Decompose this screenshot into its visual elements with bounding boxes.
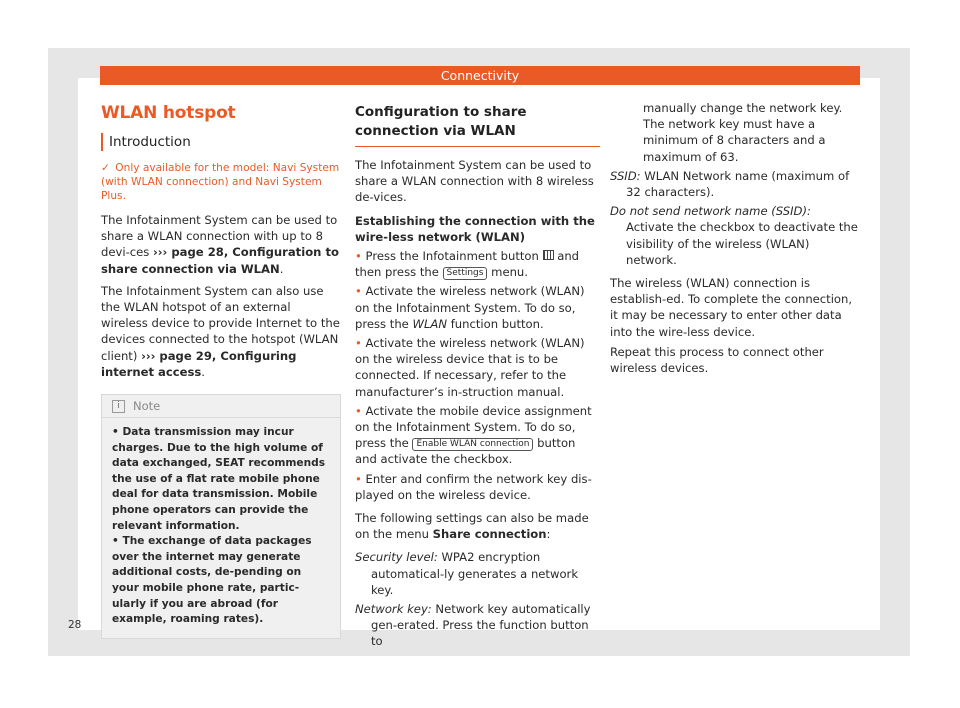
note-box: [101, 394, 341, 639]
paragraph: The Infotainment System can be used to share a WLAN connection with 8 wireless de-vices.: [355, 158, 594, 205]
enable-wlan-connection-button[interactable]: Enable WLAN connection: [412, 438, 533, 451]
page-title: WLAN hotspot: [101, 103, 236, 123]
note-body: [102, 418, 340, 638]
apps-grid-icon: [543, 250, 554, 260]
note-item: • Data transmission may incur charges. Due to the high volume of data exchanged, SEAT recommends the use of a flat rate mobile phone deal for data transmission. Mobile phone operators can provide the relevant information.: [112, 426, 326, 532]
definition-security-level: Security level: WPA2 encryption automatical-ly generates a network key.: [355, 550, 579, 597]
page-link-29[interactable]: ››› page 29, Configuring internet access: [101, 348, 297, 379]
note-item: • The exchange of data packages over the internet may generate additional costs, de-pending on your mobile phone rate, partic-ularly if you are abroad (for example, roaming rates).: [112, 535, 312, 626]
subheading: Establishing the connection with the wire-less network (WLAN): [355, 213, 595, 244]
check-icon: ✓: [101, 162, 110, 174]
page-link-28[interactable]: ››› page 28, Configuration to share connection via WLAN: [101, 245, 339, 276]
definition-hide-ssid: Do not send network name (SSID): Activate the checkbox to deactivate the visibility of the wireless (WLAN) network.: [610, 204, 858, 267]
column-right: [610, 100, 860, 376]
page-number: 28: [68, 619, 82, 631]
paragraph: The wireless (WLAN) connection is establish-ed. To complete the connection, it may be necessary to enter other data into the wire-less device.: [610, 276, 853, 339]
section-title: Configuration to share connection via WLAN: [355, 103, 600, 147]
step-5: • Enter and confirm the network key dis-played on the wireless device.: [355, 471, 592, 502]
step-1: • Press the Infotainment button and then press the Settings menu.: [355, 249, 580, 280]
definition-network-key: Network key: Network key automatically gen-erated. Press the function button to: [355, 602, 591, 649]
paragraph: Repeat this process to connect other wireless devices.: [610, 344, 824, 376]
definition-continued: manually change the network key. The network key must have a minimum of 8 characters and a maximum of 63.: [643, 101, 843, 164]
paragraph: The following settings can also be made on the menu Share connection:: [355, 511, 589, 542]
intro-paragraph-1: The Infotainment System can be used to share a WLAN connection with up to 8 devi-ces ››› page 28, Configuration to share connection via WLAN.: [101, 213, 339, 276]
definition-ssid: SSID: WLAN Network name (maximum of 32 characters).: [610, 168, 850, 200]
section-header: Connectivity: [100, 66, 860, 85]
column-middle: [355, 103, 600, 650]
column-left: [101, 103, 341, 639]
note-header: i Note: [102, 395, 340, 418]
intro-heading: Introduction: [101, 133, 341, 151]
settings-button[interactable]: Settings: [443, 267, 488, 280]
step-3: • Activate the wireless network (WLAN) on the wireless device that is to be connected. If necessary, refer to the manufacturer’s in-struction manual.: [355, 336, 585, 399]
step-4: • Activate the mobile device assignment on the Infotainment System. To do so, press the Enable WLAN connection button and activate the checkbox.: [355, 403, 592, 467]
step-2: • Activate the wireless network (WLAN) on the Infotainment System. To do so, press the WLAN function button.: [355, 284, 585, 331]
info-icon: i: [112, 400, 125, 413]
availability-note: ✓ Only available for the model: Navi System (with WLAN connection) and Navi System Plus.: [101, 162, 340, 202]
intro-paragraph-2: The Infotainment System can also use the WLAN hotspot of an external wireless device to provide Internet to the devices connected to the hotspot (WLAN client) ››› page 29, Configuring internet access.: [101, 283, 340, 379]
